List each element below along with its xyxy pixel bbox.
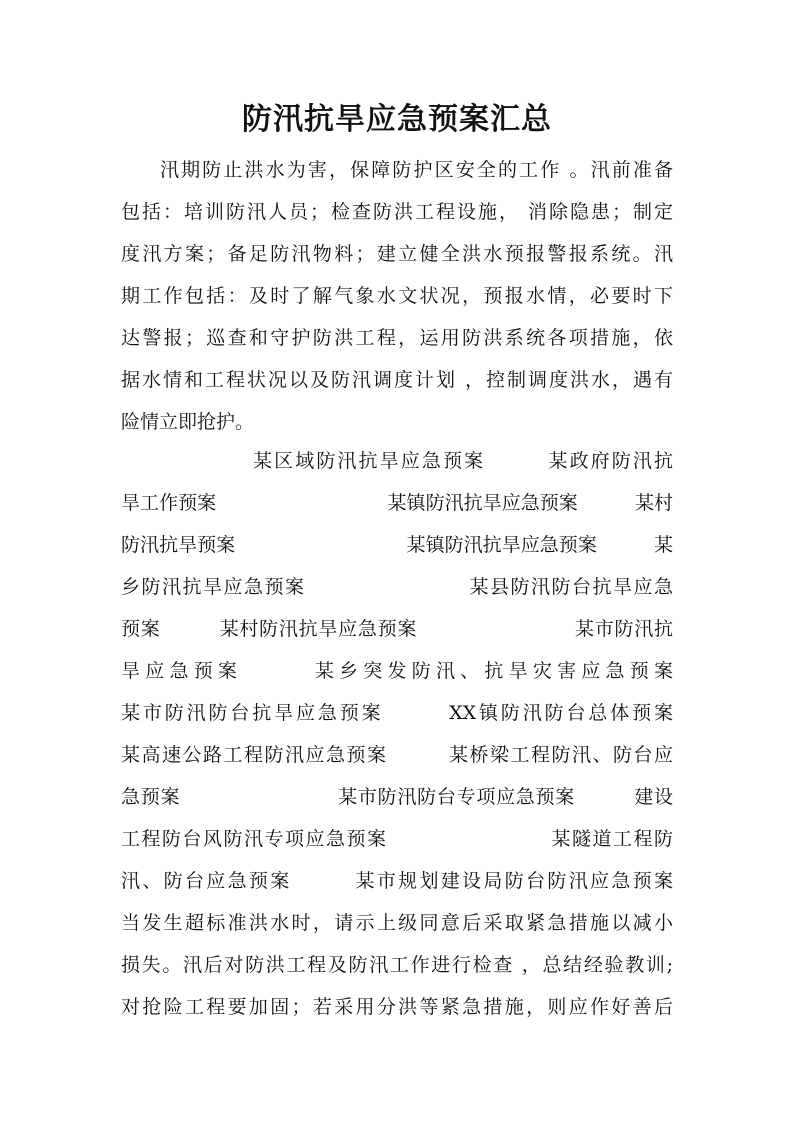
plan-list-line: 预案 某村防汛抗旱应急预案 某市防汛抗	[121, 618, 673, 640]
paragraph-line: 当发生超标准洪水时，请示上级同意后采取紧急措施以减小	[121, 912, 673, 934]
paragraph-line: 据水情和工程状况以及防汛调度计划 ，控制调度洪水，遇有	[121, 369, 673, 391]
paragraph-line: 损失。汛后对防洪工程及防汛工作进行检查 ，总结经验教训;	[121, 954, 673, 976]
document-title: 防汛抗旱应急预案汇总	[242, 102, 552, 137]
plan-list-line: 汛、防台应急预案 某市规划建设局防台防汛应急预案	[121, 870, 673, 892]
plan-list-line: 乡防汛抗旱应急预案 某县防汛防台抗旱应急	[121, 576, 673, 598]
plan-list-line: 工程防台风防汛专项应急预案 某隧道工程防	[121, 828, 673, 850]
paragraph-line: 对抢险工程要加固；若采用分洪等紧急措施，则应作好善后	[121, 996, 673, 1018]
plan-list-line: 急预案 某市防汛防台专项应急预案 建设	[121, 786, 673, 808]
plan-list-line: 防汛抗旱预案 某镇防汛抗旱应急预案 某	[121, 534, 673, 556]
paragraph-line: 汛期防止洪水为害，保障防护区安全的工作 。汛前准备	[160, 159, 673, 181]
plan-list-line: 某高速公路工程防汛应急预案 某桥梁工程防汛、防台应	[121, 744, 673, 766]
paragraph-line: 期工作包括：及时了解气象水文状况，预报水情，必要时下	[121, 285, 673, 307]
paragraph-line: 险情立即抢护。	[121, 411, 255, 433]
paragraph-line: 包括：培训防汛人员；检查防洪工程设施， 消除隐患；制定	[121, 201, 673, 223]
plan-list-line: 某区域防汛抗旱应急预案 某政府防汛抗	[253, 450, 673, 472]
paragraph-line: 度汛方案；备足防汛物料；建立健全洪水预报警报系统。汛	[121, 243, 673, 265]
plan-list-line: 旱工作预案 某镇防汛抗旱应急预案 某村	[121, 492, 673, 514]
plan-list-line: 旱应急预案 某乡突发防汛、抗旱灾害应急预案	[121, 660, 673, 682]
paragraph-line: 达警报；巡查和守护防洪工程，运用防洪系统各项措施，依	[121, 327, 673, 349]
plan-list-line: 某市防汛防台抗旱应急预案 XX镇防汛防台总体预案	[121, 702, 673, 724]
